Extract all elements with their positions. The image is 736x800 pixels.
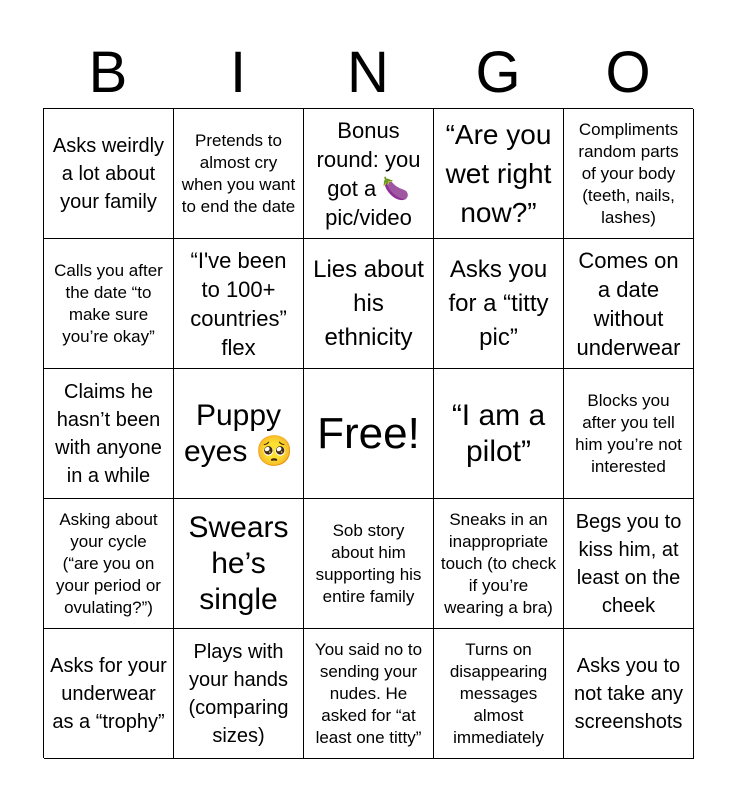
bingo-cell[interactable] [434, 499, 564, 629]
bingo-cell[interactable] [434, 239, 564, 369]
cell-text: “I've been to 100+ countries” flex [190, 247, 287, 360]
header-letter-o: O [605, 40, 651, 105]
cell-text: Asking about your cycle (“are you on your period or ovulating?”) [56, 509, 161, 617]
cell-text: “Are you wet right now?” [445, 119, 552, 228]
header-letter-i: I [229, 40, 247, 105]
cell-text: Puppy eyes 🥺 [183, 398, 294, 468]
cell-text: “I am a pilot” [451, 398, 546, 468]
cell-text: Sob story about him supporting his entire family [315, 520, 422, 606]
bingo-cell[interactable] [304, 109, 434, 239]
header-letter-n: N [347, 40, 389, 105]
bingo-board [43, 108, 693, 758]
cell-text: Turns on disappearing messages almost immediately [449, 639, 548, 747]
bingo-cell[interactable] [44, 109, 174, 239]
bingo-cell[interactable] [564, 499, 694, 629]
bingo-cell[interactable] [174, 369, 304, 499]
cell-text: Asks you to not take any screenshots [574, 654, 683, 733]
bingo-cell[interactable] [174, 499, 304, 629]
cell-text: Plays with your hands (comparing sizes) [188, 640, 289, 747]
cell-text: Asks you for a “titty pic” [448, 255, 549, 351]
bingo-cell[interactable] [174, 629, 304, 759]
bingo-cell[interactable] [564, 369, 694, 499]
bingo-header [43, 40, 693, 106]
bingo-cell[interactable] [44, 499, 174, 629]
cell-text: Bonus round: you got a 🍆 pic/video [316, 117, 421, 230]
cell-text: Pretends to almost cry when you want to end the date [181, 130, 296, 216]
bingo-cell[interactable] [304, 499, 434, 629]
cell-text: Sneaks in an inappropriate touch (to check if you’re wearing a bra) [440, 509, 557, 617]
bingo-cell[interactable] [304, 629, 434, 759]
cell-text: Calls you after the date “to make sure you’re okay” [54, 260, 163, 346]
cell-text: Claims he hasn’t been with anyone in a while [55, 380, 162, 487]
bingo-cell[interactable] [434, 109, 564, 239]
bingo-cell[interactable] [44, 629, 174, 759]
bingo-cell[interactable] [44, 369, 174, 499]
bingo-cell[interactable] [174, 239, 304, 369]
bingo-cell[interactable] [44, 239, 174, 369]
bingo-cell[interactable] [434, 369, 564, 499]
cell-text: Compliments random parts of your body (teeth, nails, lashes) [578, 119, 679, 227]
bingo-cell[interactable] [564, 109, 694, 239]
bingo-cell-free[interactable] [304, 369, 434, 499]
bingo-cell[interactable] [304, 239, 434, 369]
cell-text: Swears he’s single [188, 510, 289, 616]
bingo-cell[interactable] [564, 629, 694, 759]
cell-text: You said no to sending your nudes. He asked for “at least one titty” [314, 639, 423, 747]
cell-text: Lies about his ethnicity [313, 255, 424, 351]
cell-text: Asks weirdly a lot about your family [52, 134, 165, 213]
bingo-cell[interactable] [434, 629, 564, 759]
cell-text: Begs you to kiss him, at least on the cheek [575, 510, 682, 617]
cell-text: Blocks you after you tell him you’re not interested [575, 390, 682, 476]
header-letter-g: G [475, 40, 521, 105]
bingo-cell[interactable] [564, 239, 694, 369]
bingo-cell[interactable] [174, 109, 304, 239]
header-letter-b: B [88, 40, 128, 105]
cell-text: Free! [317, 408, 420, 458]
cell-text: Comes on a date without underwear [576, 247, 681, 360]
cell-text: Asks for your underwear as a “trophy” [50, 654, 167, 733]
